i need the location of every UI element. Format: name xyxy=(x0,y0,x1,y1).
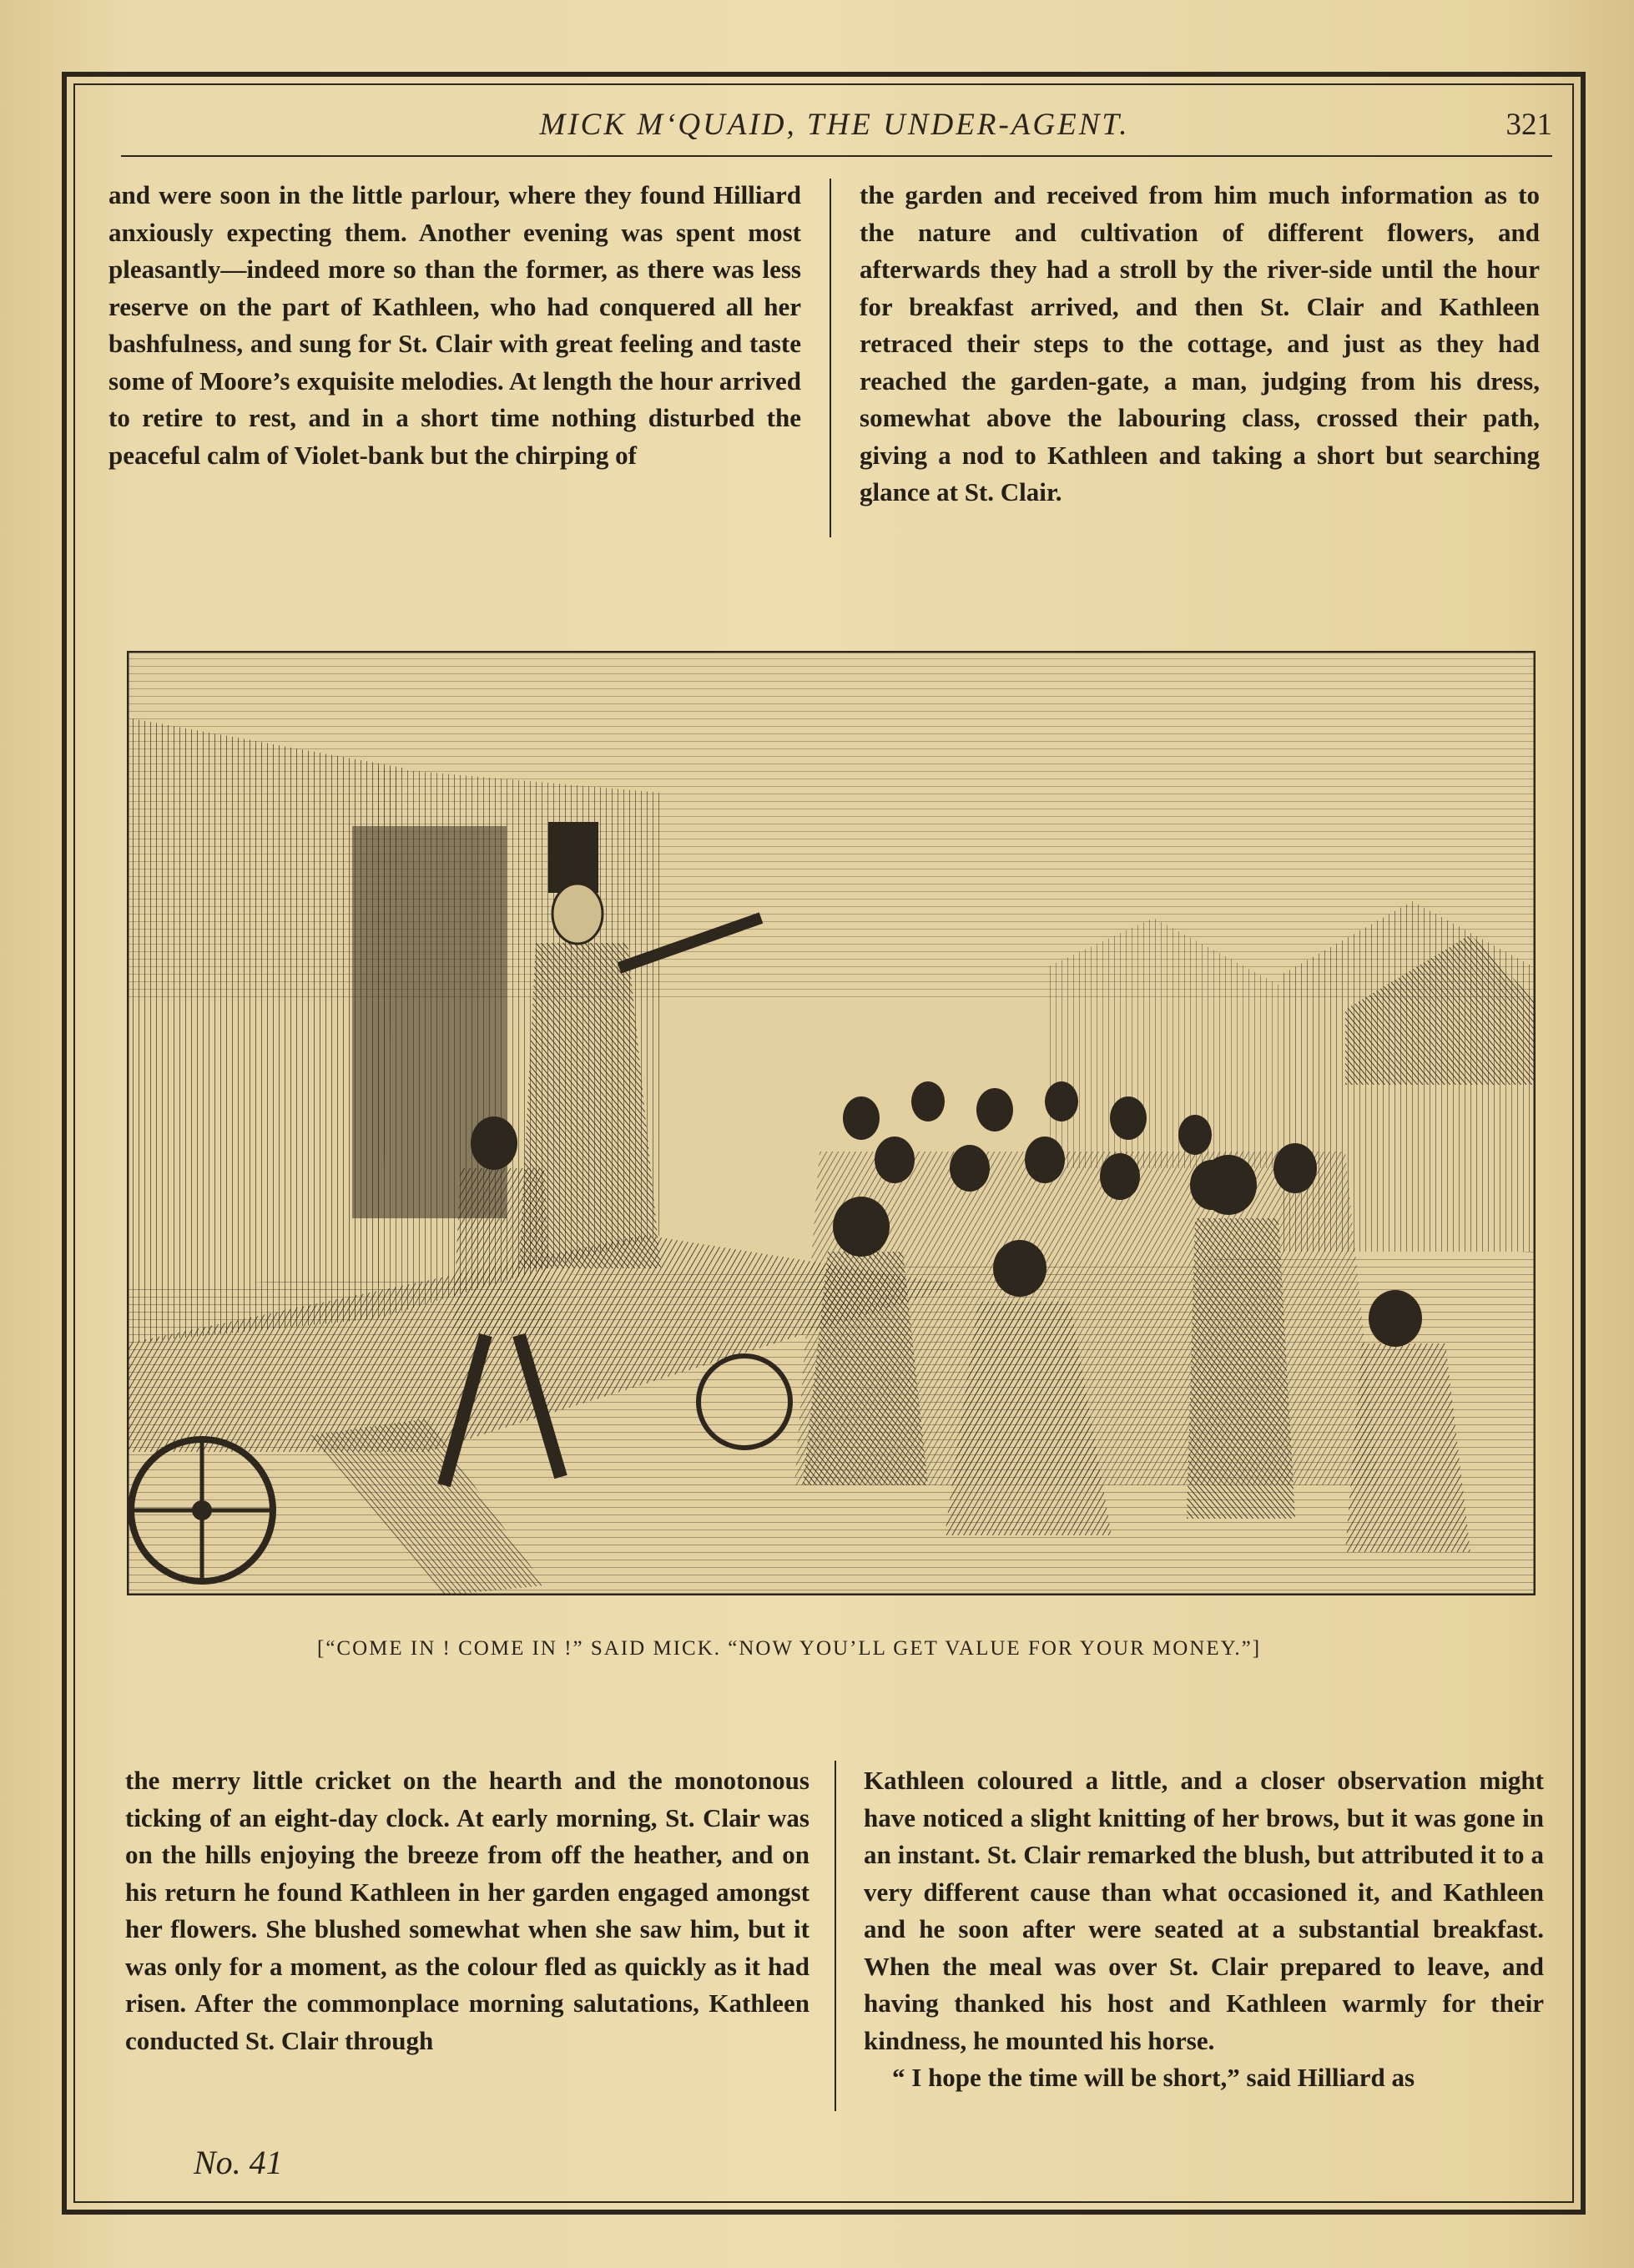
paragraph: and were soon in the little parlour, where they found Hilliard anxiously expecting them. Another evening was spent most pleasantly—indeed more so than the former, as there was less reserve on the part of Kathleen, who had conquered all her bashfulness, and sung for St. Clair with great feeling and taste some of Moore’s exquisite melodies. At length the hour arrived to retire to rest, and in a short time nothing disturbed the peaceful calm of Violet-bank but the chirping of xyxy=(108,180,801,470)
paragraph: Kathleen coloured a little, and a closer observation might have noticed a slight knitting of her brows, but it was gone in an instant. St. Clair remarked the blush, but attributed it to a very different cause than what occasioned it, and Kathleen and he soon after were seated at a substantial breakfast. When the meal was over St. Clair prepared to leave, and having thanked his host and Kathleen warmly for their kindness, he mounted his horse. xyxy=(864,1766,1544,2055)
paragraph: “ I hope the time will be short,” said Hilliard as xyxy=(892,2063,1415,2092)
page-number: 321 xyxy=(1505,108,1552,142)
illustration-caption: [“COME IN ! COME IN !” SAID MICK. “NOW YOU’LL GET VALUE FOR YOUR MONEY.”] xyxy=(317,1637,1262,1660)
header-rule xyxy=(121,155,1552,157)
spectator-tall-man xyxy=(1187,1218,1295,1519)
climbing-man xyxy=(452,1168,552,1335)
issue-number: No. 41 xyxy=(194,2144,283,2181)
engraving-illustration xyxy=(127,651,1536,1595)
running-head xyxy=(117,107,1552,157)
running-title: MICK M‘QUAID, THE UNDER-AGENT. xyxy=(539,108,1130,142)
text-column-top-left xyxy=(108,177,801,474)
paragraph: the merry little cricket on the hearth and the monotonous ticking of an eight-day clock. At early morning, St. Clair was on the hills enjoying the breeze from off the heather, and on his return he found Kathleen in her garden engaged amongst her flowers. She blushed somewhat when she saw him, but it was only for a moment, as the colour fled as quickly as it had risen. After the commonplace morning salutations, Kathleen conducted St. Clair through xyxy=(125,1766,809,2055)
text-column-top-right xyxy=(860,177,1540,512)
column-rule-bottom xyxy=(835,1761,836,2111)
text-column-bottom-left xyxy=(125,1762,809,2059)
showman-hat xyxy=(548,822,598,893)
text-column-bottom-right xyxy=(864,1762,1544,2097)
column-rule-top xyxy=(830,179,831,537)
paragraph: the garden and received from him much information as to the nature and cultivation of different flowers, and afterwards they had a stroll by the river-side until the hour for breakfast arrived, and then St. Clair and Kathleen retraced their steps to the cottage, and just as they had reached the garden-gate, a man, judging from his dress, somewhat above the labouring class, crossed their path, giving a nod to Kathleen and taking a short but searching glance at St. Clair. xyxy=(860,180,1540,507)
